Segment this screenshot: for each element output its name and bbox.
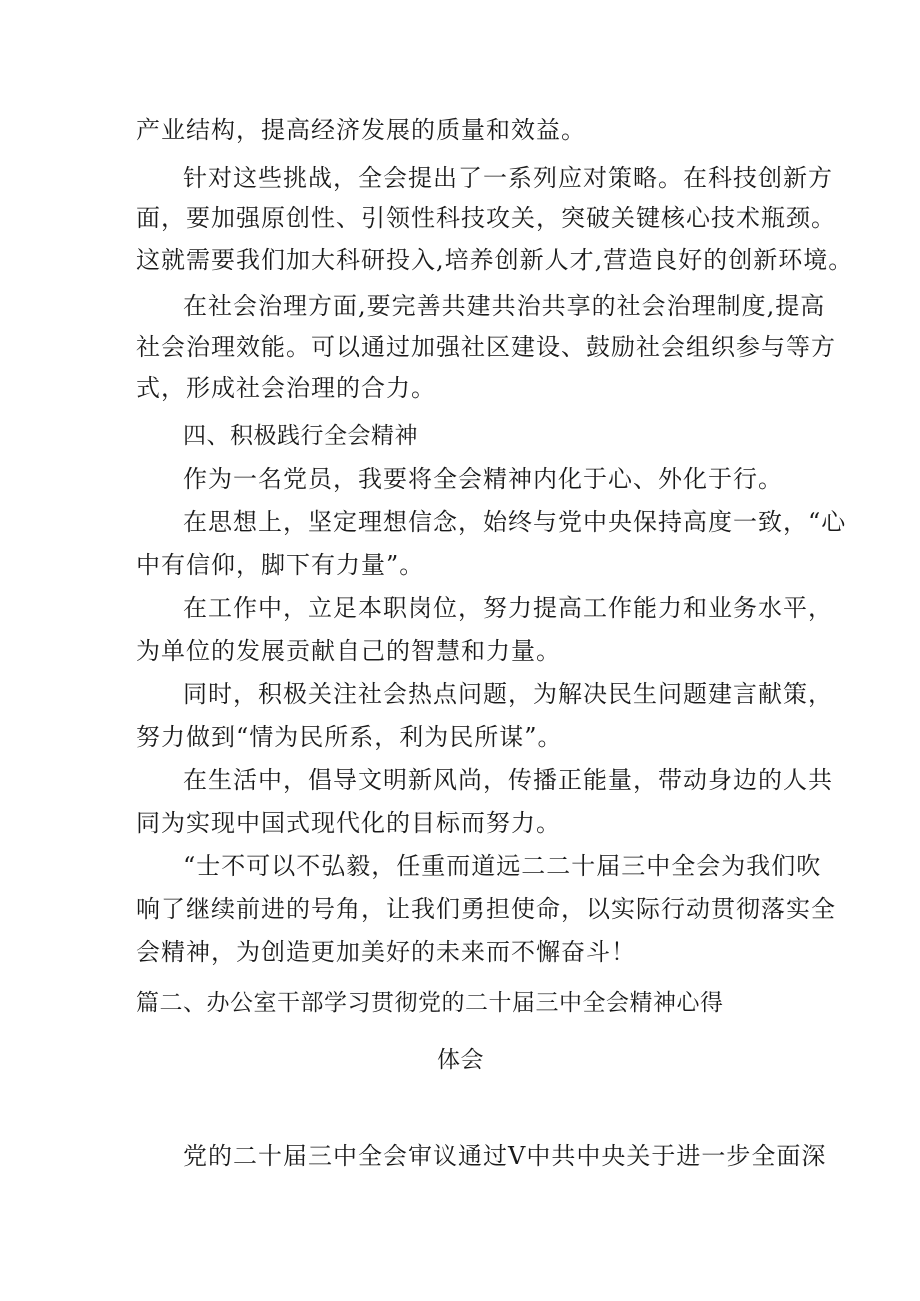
paragraph-line: 同为实现中国式现代化的目标而努力。 xyxy=(136,809,561,837)
paragraph-line: 党的二十届三中全会审议通过V中共中央关于进一步全面深 xyxy=(183,1142,827,1170)
paragraph-line: 努力做到“情为民所系，利为民所谋”。 xyxy=(136,723,563,751)
paragraph-line: 在思想上，坚定理想信念，始终与党中央保持高度一致，“心 xyxy=(183,508,847,536)
paragraph-line: 针对这些挑战，全会提出了一系列应对策略。在科技创新方 xyxy=(183,164,833,192)
paragraph-line: 为单位的发展贡献自己的智慧和力量。 xyxy=(136,637,561,665)
paragraph-line: 这就需要我们加大科研投入,培养创新人才,营造良好的创新环境。 xyxy=(136,246,854,274)
article-title: 篇二、办公室干部学习贯彻党的二十届三中全会精神心得 xyxy=(136,990,724,1016)
paragraph-line: 同时，积极关注社会热点问题，为解决民生问题建言献策， xyxy=(183,680,833,708)
paragraph-line: 在工作中，立足本职岗位，努力提高工作能力和业务水平， xyxy=(183,594,833,622)
paragraph-line: 产业结构，提高经济发展的质量和效益。 xyxy=(136,116,586,144)
paragraph-line: 面，要加强原创性、引领性科技攻关，突破关键核心技术瓶颈。 xyxy=(136,204,836,232)
paragraph-line: 社会治理效能。可以通过加强社区建设、鼓励社会组织参与等方 xyxy=(136,333,836,361)
paragraph-line: 作为一名党员，我要将全会精神内化于心、外化于行。 xyxy=(183,465,783,493)
section-heading: 四、积极践行全会精神 xyxy=(183,423,418,449)
article-title-continued: 体会 xyxy=(437,1047,484,1073)
paragraph-line: “士不可以不弘毅，任重而道远二二十届三中全会为我们吹 xyxy=(183,852,822,880)
paragraph-line: 在生活中，倡导文明新风尚，传播正能量，带动身边的人共 xyxy=(183,766,833,794)
paragraph-line: 式，形成社会治理的合力。 xyxy=(136,374,436,402)
paragraph-line: 会精神，为创造更加美好的未来而不懈奋斗！ xyxy=(136,938,636,966)
paragraph-line: 中有信仰，脚下有力量”。 xyxy=(136,551,425,579)
paragraph-line: 响了继续前进的号角，让我们勇担使命，以实际行动贯彻落实全 xyxy=(136,895,836,923)
paragraph-line: 在社会治理方面,要完善共建共治共享的社会治理制度,提高 xyxy=(183,292,826,320)
